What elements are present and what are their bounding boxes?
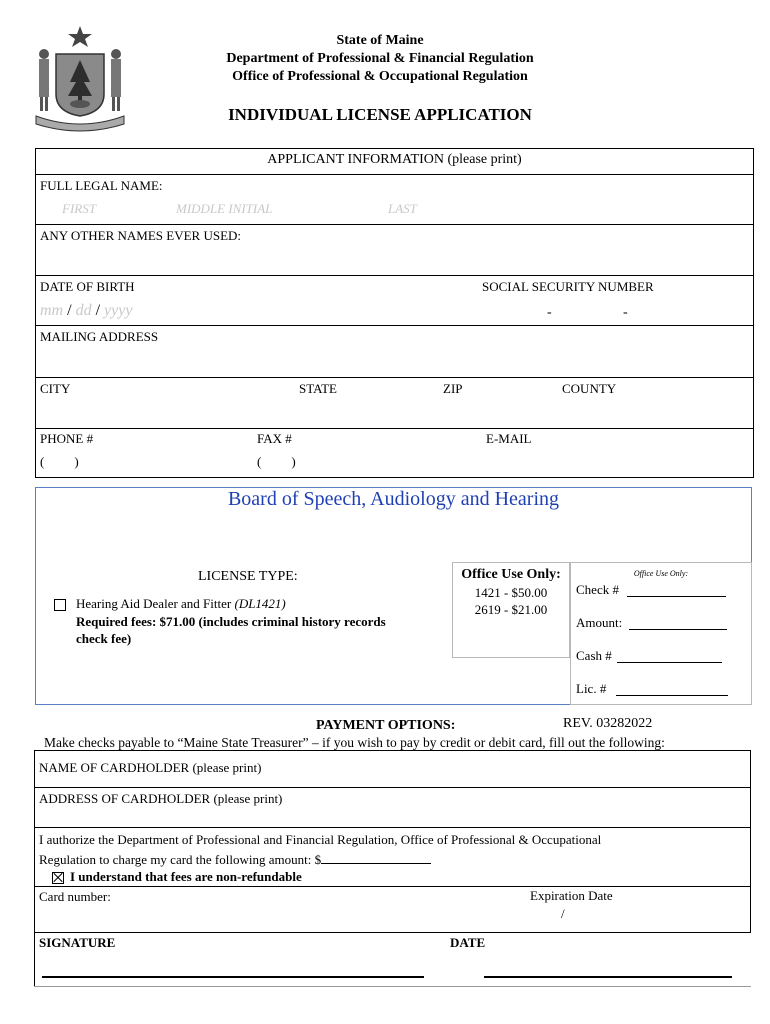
required-fees-line1: Required fees: $71.00 (includes criminal history records — [76, 614, 386, 629]
ssn-dash-2: - — [623, 305, 628, 320]
board-title: Board of Speech, Audiology and Hearing — [227, 488, 560, 510]
form-title: INDIVIDUAL LICENSE APPLICATION — [228, 105, 532, 124]
date-label: DATE — [450, 935, 486, 950]
ssn-dash-1: - — [547, 305, 552, 320]
office-use-small-label: Office Use Only: — [633, 569, 689, 578]
check-number-line — [627, 596, 726, 597]
license-number-label: Lic. # — [576, 681, 607, 696]
header-department: Department of Professional & Financial Regulation — [226, 51, 534, 66]
city-label: CITY — [40, 381, 71, 396]
office-fee-2619: 2619 - $21.00 — [474, 602, 548, 617]
phone-label: PHONE # — [40, 431, 94, 446]
date-of-birth-label: DATE OF BIRTH — [40, 279, 135, 294]
date-line[interactable] — [484, 976, 732, 978]
nonrefundable-acknowledgement[interactable]: I understand that fees are non-refundable — [52, 869, 302, 885]
mailing-address-field[interactable] — [40, 346, 740, 372]
cash-number-line — [617, 662, 722, 663]
authorize-line1: I authorize the Department of Professional and Financial Regulation, Office of Professional & Occupational — [39, 832, 602, 847]
phone-field[interactable]: ( ) — [40, 454, 79, 469]
full-legal-name-label: FULL LEGAL NAME: — [40, 178, 163, 193]
check-number-label: Check # — [576, 582, 619, 597]
other-names-field[interactable] — [40, 244, 740, 270]
other-names-label: ANY OTHER NAMES EVER USED: — [40, 228, 242, 243]
license-option-checkbox[interactable] — [54, 599, 66, 611]
authorize-line2: Regulation to charge my card the following amount: $ — [39, 851, 431, 868]
cash-number-label: Cash # — [576, 648, 612, 663]
applicant-section-title: APPLICANT INFORMATION (please print) — [267, 152, 522, 167]
header-office: Office of Professional & Occupational Regulation — [232, 69, 528, 84]
fax-field[interactable]: ( ) — [257, 454, 296, 469]
header-state: State of Maine — [336, 33, 424, 48]
office-use-title: Office Use Only: — [461, 567, 561, 582]
last-name-field[interactable]: LAST — [388, 201, 417, 216]
email-field[interactable] — [486, 452, 746, 472]
cardholder-address-label: ADDRESS OF CARDHOLDER (please print) — [39, 791, 283, 806]
ssn-label: SOCIAL SECURITY NUMBER — [482, 279, 654, 294]
dob-field[interactable]: mm / dd / yyyy — [40, 302, 133, 319]
expiration-date-field[interactable]: / — [561, 906, 565, 921]
mailing-address-label: MAILING ADDRESS — [40, 329, 159, 344]
nonrefundable-checkbox-checked[interactable] — [52, 872, 64, 884]
license-option-hearing-aid[interactable]: Hearing Aid Dealer and Fitter (DL1421) — [54, 596, 286, 612]
revision-label: REV. 03282022 — [563, 716, 653, 731]
amount-line — [629, 629, 727, 630]
state-seal-icon — [30, 24, 130, 136]
payment-instructions: Make checks payable to “Maine State Treasurer” – if you wish to pay by credit or debit card, fill out the following: — [44, 735, 665, 750]
zip-label: ZIP — [443, 381, 463, 396]
fax-label: FAX # — [257, 431, 292, 446]
county-label: COUNTY — [562, 381, 617, 396]
signature-label: SIGNATURE — [39, 935, 116, 950]
email-label: E-MAIL — [486, 431, 532, 446]
license-type-label: LICENSE TYPE: — [198, 569, 298, 584]
license-number-line — [616, 695, 728, 696]
signature-line[interactable] — [42, 976, 424, 978]
card-number-label: Card number: — [39, 889, 111, 904]
expiration-date-label: Expiration Date — [530, 888, 613, 903]
first-name-field[interactable]: FIRST — [62, 201, 96, 216]
required-fees-line2: check fee) — [76, 631, 132, 646]
amount-label: Amount: — [576, 615, 623, 630]
payment-options-title: PAYMENT OPTIONS: — [316, 718, 456, 733]
charge-amount-field[interactable] — [321, 851, 431, 864]
cardholder-name-label: NAME OF CARDHOLDER (please print) — [39, 760, 262, 775]
middle-initial-field[interactable]: MIDDLE INITIAL — [176, 201, 273, 216]
state-label: STATE — [299, 381, 337, 396]
office-fee-1421: 1421 - $50.00 — [474, 585, 548, 600]
